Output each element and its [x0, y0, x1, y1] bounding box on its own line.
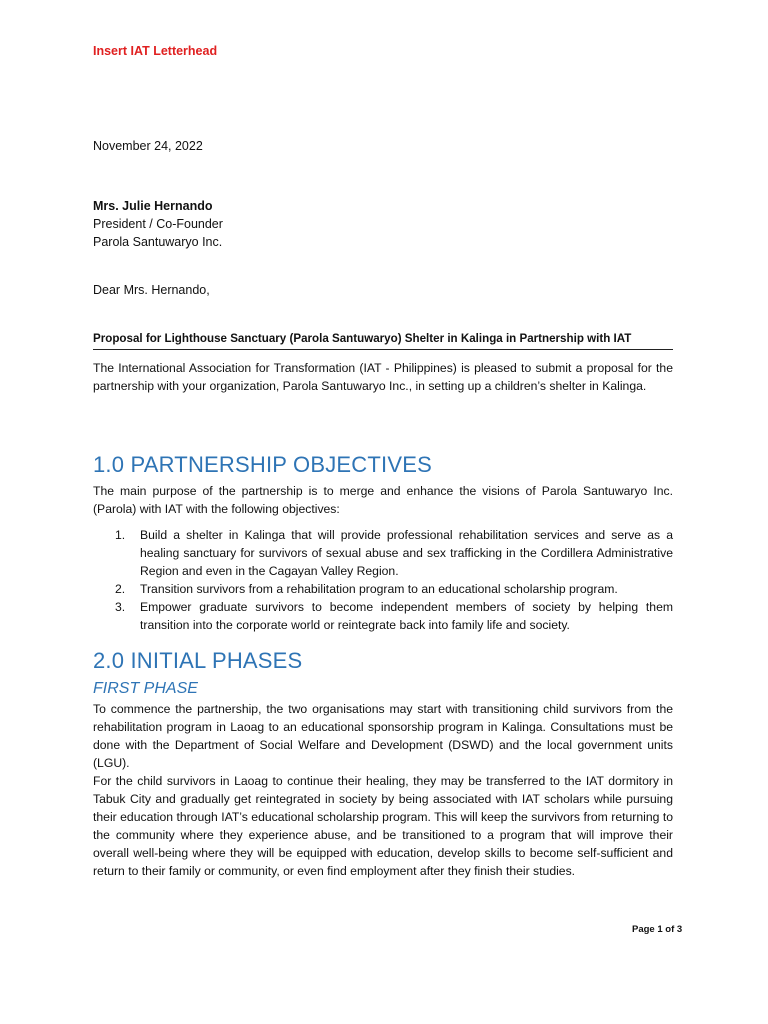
- list-item: [93, 580, 673, 598]
- page-number: Page 1 of 3: [632, 924, 683, 935]
- first-phase-paragraph-2: For the child survivors in Laoag to continue their healing, they may be transferred to the IAT dormitory in Tabuk City and gradually get reintegrated in society by being associated with IAT scholars while pursuing their education through IAT’s educational scholarship program. This will keep the survivors from returning to the community where they experience abuse, and be transitioned to a program that will improve their overall well-being where they will be equipped with education, develop skills to become self-sufficient and return to their family or community, or even find employment after they finish their studies.: [93, 774, 673, 878]
- section-heading-objectives: 1.0 PARTNERSHIP OBJECTIVES: [93, 452, 432, 477]
- list-item-text: Build a shelter in Kalinga that will provide professional rehabilitation services and serve as a healing sanctuary for survivors of sexual abuse and sex trafficking in the Cordillera Administrative Region and even in the Cagayan Valley Region.: [140, 528, 673, 578]
- recipient-name: Mrs. Julie Hernando: [93, 199, 213, 213]
- list-item: [93, 526, 673, 580]
- recipient-address: [93, 197, 223, 251]
- recipient-title: President / Co-Founder: [93, 217, 223, 231]
- list-item-text: Empower graduate survivors to become independent members of society by helping them transition into the corporate world or reintegrate back into family life and society.: [140, 600, 673, 632]
- list-item-number: 1.: [115, 528, 126, 542]
- objectives-list: [93, 526, 673, 634]
- list-item-number: 3.: [115, 600, 126, 614]
- subheading-first-phase: FIRST PHASE: [93, 680, 198, 697]
- subject-line: Proposal for Lighthouse Sanctuary (Parola Santuwaryo) Shelter in Kalinga in Partnership with IAT: [93, 332, 673, 350]
- objectives-lead-paragraph: The main purpose of the partnership is to merge and enhance the visions of Parola Santuwaryo Inc. (Parola) with IAT with the following objectives:: [93, 484, 673, 516]
- letter-date: November 24, 2022: [93, 139, 203, 153]
- list-item-text: Transition survivors from a rehabilitation program to an educational scholarship program.: [140, 582, 618, 596]
- first-phase-paragraph-1: To commence the partnership, the two organisations may start with transitioning child survivors from the rehabilitation program in Laoag to an educational sponsorship program in Kalinga. Consultations must be done with the Department of Social Welfare and Development (DSWD) and the local government units (LGU).: [93, 702, 673, 770]
- salutation: Dear Mrs. Hernando,: [93, 283, 210, 297]
- letterhead-placeholder: Insert IAT Letterhead: [93, 44, 218, 58]
- list-item: [93, 598, 673, 634]
- section-heading-phases: 2.0 INITIAL PHASES: [93, 648, 303, 673]
- intro-paragraph: The International Association for Transformation (IAT - Philippines) is pleased to submit a proposal for the partnership with your organization, Parola Santuwaryo Inc., in setting up a children’s shelter in Kalinga.: [93, 361, 673, 393]
- recipient-organization: Parola Santuwaryo Inc.: [93, 235, 223, 249]
- list-item-number: 2.: [115, 582, 126, 596]
